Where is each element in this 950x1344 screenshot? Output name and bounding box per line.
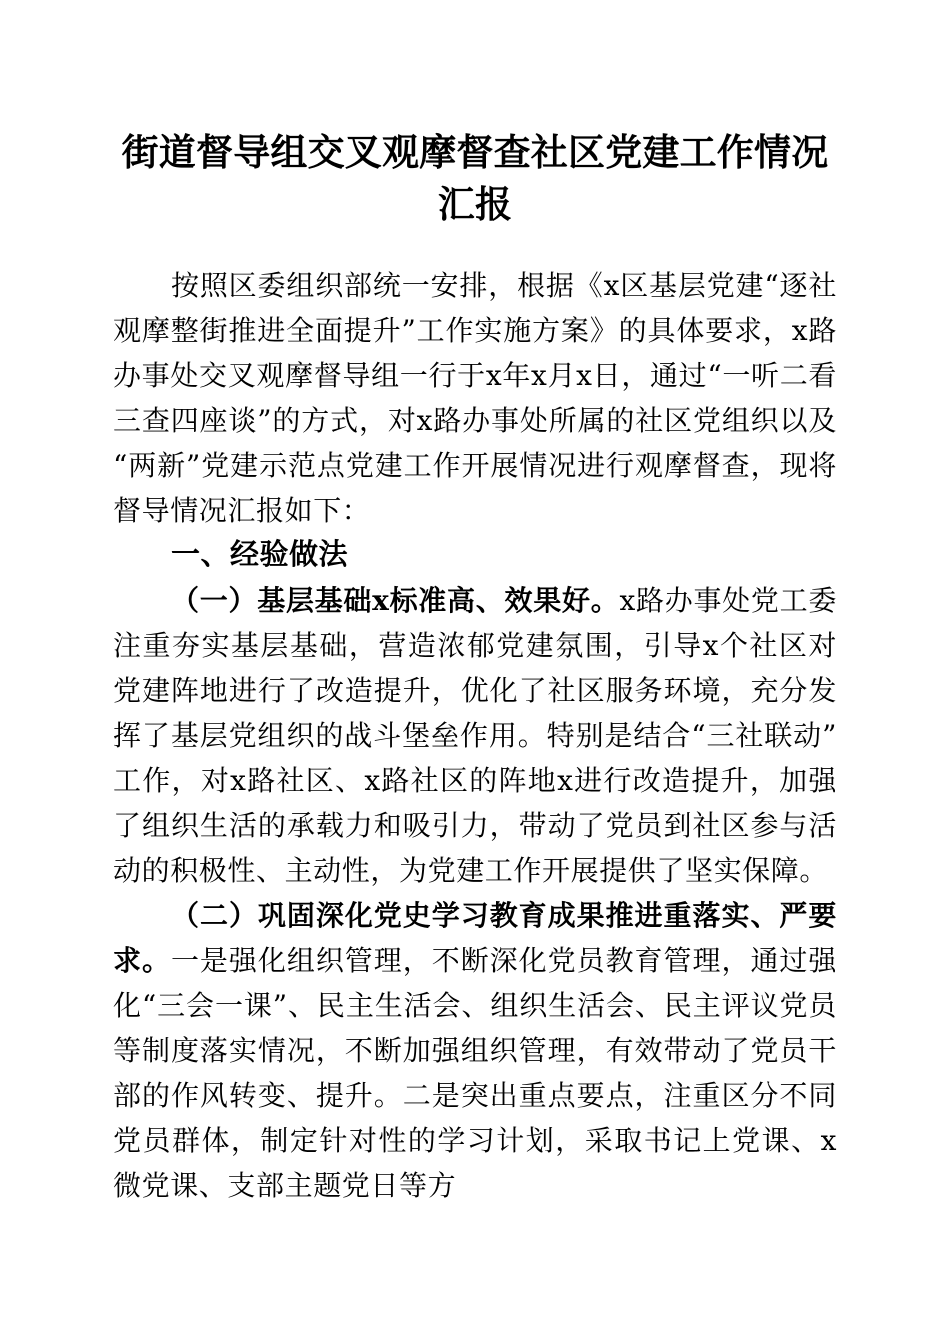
item-one-paragraph [113, 578, 837, 893]
page-title: 街道督导组交叉观摩督查社区党建工作情况汇报 [121, 130, 829, 226]
item-one-body: x路办事处党工委注重夯实基层基础，营造浓郁党建氛围，引导x个社区对党建阵地进行了改造提升，优化了社区服务环境，充分发挥了基层党组织的战斗堡垒作用。特别是结合“三社联动”工作，对x路社区、x路社区的阵地x进行改造提升，加强了组织生活的承载力和吸引力，带动了党员到社区参与活动的积极性、主动性，为党建工作开展提供了坚实保障。 [113, 584, 838, 887]
section-heading-experience: 一、经验做法 [171, 539, 349, 571]
item-two-paragraph [113, 893, 837, 1208]
document-content [113, 0, 837, 1208]
item-two-lead: （二）巩固深化党史学习教育成果推进重落实、严要求。 [113, 899, 837, 977]
intro-paragraph: 按照区委组织部统一安排，根据《x区基层党建“逐社观摩整街推进全面提升”工作实施方案》的具体要求，x路办事处交叉观摩督导组一行于x年x月x日，通过“一听二看三查四座谈”的方式，对x路办事处所属的社区党组织以及“两新”党建示范点党建工作开展情况进行观摩督查，现将督导情况汇报如下： [113, 269, 837, 527]
item-two-body: 一是强化组织管理，不断深化党员教育管理，通过强化“三会一课”、民主生活会、组织生活会、民主评议党员等制度落实情况，不断加强组织管理，有效带动了党员干部的作风转变、提升。二是突出重点要点，注重区分不同党员群体，制定针对性的学习计划，采取书记上党课、x微党课、支部主题党日等方 [113, 944, 837, 1202]
item-one-lead: （一）基层基础x标准高、效果好。 [171, 584, 620, 617]
